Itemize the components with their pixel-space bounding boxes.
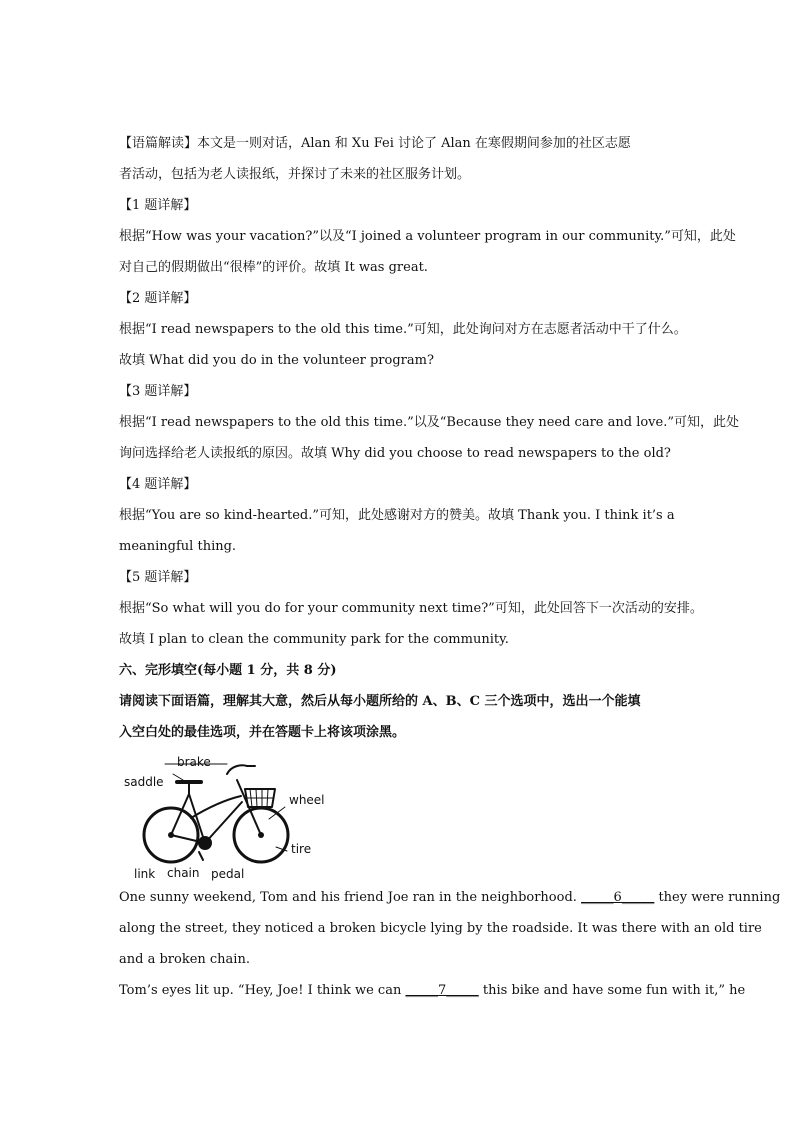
section-instruction-line-2: 入空白处的最佳选项，并在答题卡上将该项涂黑。 xyxy=(119,725,406,740)
label-tire: tire xyxy=(291,842,312,856)
label-brake: brake xyxy=(177,755,211,769)
q4-heading: 【4 题详解】 xyxy=(119,477,197,492)
passage-line-4 xyxy=(119,975,746,1006)
document-page xyxy=(119,128,781,1006)
q2-line-1: 根据“I read newspapers to the old this time.”可知，此处询问对方在志愿者活动中干了什么。 xyxy=(119,322,687,337)
q2-line-2: 故填 What did you do in the volunteer program? xyxy=(119,353,434,368)
intro-line-1: 【语篇解读】本文是一则对话，Alan 和 Xu Fei 讨论了 Alan 在寒假期间参加的社区志愿 xyxy=(119,136,631,151)
bicycle-drawing xyxy=(119,752,329,882)
bicycle-diagram xyxy=(119,752,329,882)
q4-line-1: 根据“You are so kind-hearted.”可知，此处感谢对方的赞美。故填 Thank you. I think it’s a xyxy=(119,508,675,523)
q3-line-1: 根据“I read newspapers to the old this time.”以及“Because they need care and love.”可知，此处 xyxy=(119,415,740,430)
section-instruction-line-1: 请阅读下面语篇，理解其大意，然后从每小题所给的 A、B、C 三个选项中，选出一个能填 xyxy=(119,694,641,709)
label-wheel: wheel xyxy=(289,793,325,807)
q5-line-2: 故填 I plan to clean the community park for the community. xyxy=(119,632,509,647)
intro-line-2: 者活动，包括为老人读报纸，并探讨了未来的社区服务计划。 xyxy=(119,167,471,182)
label-pedal: pedal xyxy=(211,867,245,881)
q2-heading: 【2 题详解】 xyxy=(119,291,197,306)
q3-line-2: 询问选择给老人读报纸的原因。故填 Why did you choose to read newspapers to the old? xyxy=(119,446,671,461)
frame-top xyxy=(191,796,241,818)
passage-text: One sunny weekend, Tom and his friend Joe ran in the neighborhood. xyxy=(119,890,582,905)
saddle-pointer xyxy=(173,774,183,780)
pedal-crank xyxy=(199,852,203,860)
passage-line-1 xyxy=(119,882,781,913)
q1-line-1: 根据“How was your vacation?”以及“I joined a volunteer program in our community.”可知，此处 xyxy=(119,229,736,244)
q1-heading: 【1 题详解】 xyxy=(119,198,197,213)
label-saddle: saddle xyxy=(124,775,164,789)
blank-6: _____6_____ xyxy=(581,890,655,905)
passage-text: this bike and have some fun with it,” he xyxy=(478,983,746,998)
passage-line-3: and a broken chain. xyxy=(119,952,250,967)
q3-heading: 【3 题详解】 xyxy=(119,384,197,399)
section-title: 六、完形填空(每小题 1 分，共 8 分) xyxy=(119,663,337,678)
q5-heading: 【5 题详解】 xyxy=(119,570,197,585)
passage-line-2: along the street, they noticed a broken bicycle lying by the roadside. It was there with an old tire xyxy=(119,921,762,936)
passage-text: they were running xyxy=(654,890,781,905)
q5-line-1: 根据“So what will you do for your community next time?”可知，此处回答下一次活动的安排。 xyxy=(119,601,703,616)
label-link: link xyxy=(134,867,156,881)
q1-line-2: 对自己的假期做出“很棒”的评价。故填 It was great. xyxy=(119,260,428,275)
passage-text: Tom’s eyes lit up. “Hey, Joe! I think we can xyxy=(119,983,406,998)
handlebar xyxy=(227,765,255,774)
q4-line-2: meaningful thing. xyxy=(119,539,237,554)
label-chain: chain xyxy=(167,866,200,880)
blank-7: _____7_____ xyxy=(405,983,479,998)
